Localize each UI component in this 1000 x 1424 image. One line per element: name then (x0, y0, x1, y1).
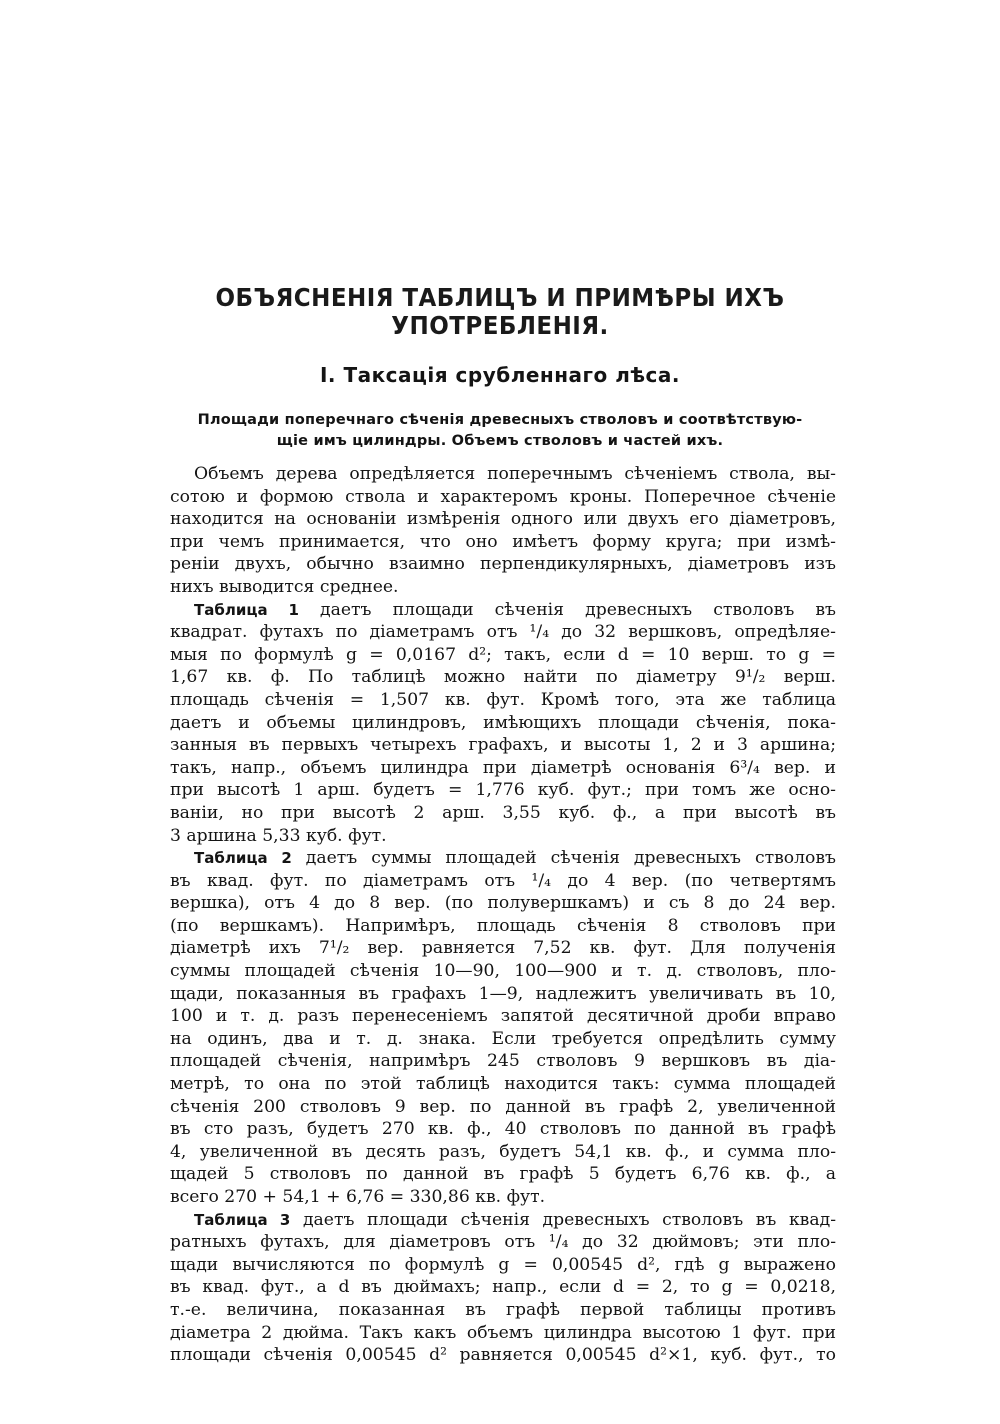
subheading-line-1: Площади поперечнаго сѣченія древесныхъ стволовъ и соотвѣтствую- (197, 412, 803, 428)
text-line: площади сѣченія 0,00545 d² равняется 0,00545 d²×1, куб. фут., то (170, 1345, 836, 1366)
table2-first-line (170, 847, 836, 870)
text-line: ваніи, но при высотѣ 2 арш. 3,55 куб. ф., а при высотѣ въ (170, 802, 836, 823)
text-line: въ сто разъ, будетъ 270 кв. ф., 40 стволовъ по данной въ графѣ (170, 1119, 836, 1140)
text-line: занныя въ первыхъ четырехъ графахъ, и высоты 1, 2 и 3 аршина; (170, 735, 836, 756)
text-line: щади, показанныя въ графахъ 1—9, надлежитъ увеличивать въ 10, (170, 983, 836, 1004)
text-line: (по вершкамъ). Напримѣръ, площадь сѣченія 8 стволовъ при (170, 915, 836, 936)
text-line: сѣченія 200 стволовъ 9 вер. по данной въ графѣ 2, увеличенной (170, 1096, 836, 1117)
subheading-line-2: щіе имъ цилиндры. Объемъ стволовъ и частей ихъ. (276, 433, 724, 449)
text-line: 4, увеличенной въ десять разъ, будетъ 54,1 кв. ф., и сумма пло- (170, 1141, 836, 1162)
chapter-title-line-2: УПОТРЕБЛЕНІЯ. (391, 311, 609, 340)
text-line: находится на основаніи измѣренія одного или двухъ его діаметровъ, (170, 509, 836, 530)
body-text (170, 463, 836, 1367)
text-line: реніи двухъ, обычно взаимно перпендикулярныхъ, діаметровъ изъ (170, 554, 836, 575)
text-line: 1,67 кв. ф. По таблицѣ можно найти по діаметру 9¹/₂ верш. (170, 667, 836, 688)
text-line: площадей сѣченія, напримѣръ 245 стволовъ 9 вершковъ въ діа- (170, 1051, 836, 1072)
text-line: вершка), отъ 4 до 8 вер. (по полувершкамъ) и съ 8 до 24 вер. (170, 893, 836, 914)
chapter-title (196, 284, 803, 340)
section-heading: I. Таксація срубленнаго лѣса. (319, 363, 681, 387)
text-line: даетъ суммы площадей сѣченія древесныхъ стволовъ (305, 848, 836, 869)
table3-first-line (170, 1209, 836, 1232)
text-line: нихъ выводится среднее. (170, 576, 399, 597)
text-line: т.-е. величина, показанная въ графѣ первой таблицы противъ (170, 1299, 836, 1320)
text-line: даетъ площади сѣченія древесныхъ стволовъ въ квад- (302, 1209, 836, 1230)
chapter-title-line-1: ОБЪЯСНЕНІЯ ТАБЛИЦЪ И ПРИМѢРЫ ИХЪ (215, 283, 785, 312)
text-line: щади вычисляются по формулѣ g = 0,00545 d², гдѣ g выражено (170, 1254, 836, 1275)
text-line: въ квад. фут. по діаметрамъ отъ ¹/₄ до 4 вер. (по четвертямъ (170, 870, 836, 891)
text-line: при чемъ принимается, что оно имѣетъ форму круга; при измѣ- (170, 531, 836, 552)
text-line: 3 аршина 5,33 куб. фут. (170, 825, 387, 846)
text-line: всего 270 + 54,1 + 6,76 = 330,86 кв. фут. (170, 1187, 546, 1207)
subheading (168, 410, 832, 452)
text-line: сотою и формою ствола и характеромъ кроны. Поперечное сѣченіе (170, 486, 836, 507)
table1-label: Таблица 1 (194, 600, 299, 619)
text-line: въ квад. фут., а d въ дюймахъ; напр., если d = 2, то g = 0,0218, (170, 1277, 836, 1298)
table2-label: Таблица 2 (194, 849, 292, 868)
text-line: щадей 5 стволовъ по данной въ графѣ 5 будетъ 6,76 кв. ф., а (170, 1164, 836, 1185)
text-line: при высотѣ 1 арш. будетъ = 1,776 куб. фут.; при томъ же осно- (170, 780, 836, 801)
text-line: 100 и т. д. разъ перенесеніемъ запятой десятичной дроби вправо (170, 1006, 836, 1027)
text-line: діаметрѣ ихъ 7¹/₂ вер. равняется 7,52 кв. фут. Для полученія (170, 938, 836, 959)
text-line: даетъ и объемы цилиндровъ, имѣющихъ площади сѣченія, пока- (170, 712, 836, 733)
text-line: Объемъ дерева опредѣляется поперечнымъ сѣченіемъ ствола, вы- (194, 464, 836, 484)
table3-label: Таблица 3 (194, 1210, 291, 1229)
text-line: на одинъ, два и т. д. знака. Если требуется опредѣлить сумму (170, 1028, 836, 1049)
text-line: квадрат. футахъ по діаметрамъ отъ ¹/₄ до 32 вершковъ, опредѣляе- (170, 622, 836, 643)
table1-first-line (170, 599, 836, 622)
text-line: діаметра 2 дюйма. Такъ какъ объемъ цилиндра высотою 1 фут. при (170, 1322, 836, 1343)
text-line: ратныхъ футахъ, для діаметровъ отъ ¹/₄ до 32 дюймовъ; эти пло- (170, 1232, 836, 1253)
text-line: суммы площадей сѣченія 10—90, 100—900 и т. д. стволовъ, пло- (170, 961, 836, 982)
text-line: мыя по формулѣ g = 0,0167 d²; такъ, если d = 10 верш. то g = (170, 644, 836, 665)
text-line: такъ, напр., объемъ цилиндра при діаметрѣ основанія 6³/₄ вер. и (170, 757, 836, 778)
text-line: метрѣ, то она по этой таблицѣ находится такъ: сумма площадей (170, 1074, 836, 1095)
text-line: даетъ площади сѣченія древесныхъ стволовъ въ (320, 599, 836, 620)
text-line: площадь сѣченія = 1,507 кв. фут. Кромѣ того, эта же таблица (170, 689, 836, 710)
